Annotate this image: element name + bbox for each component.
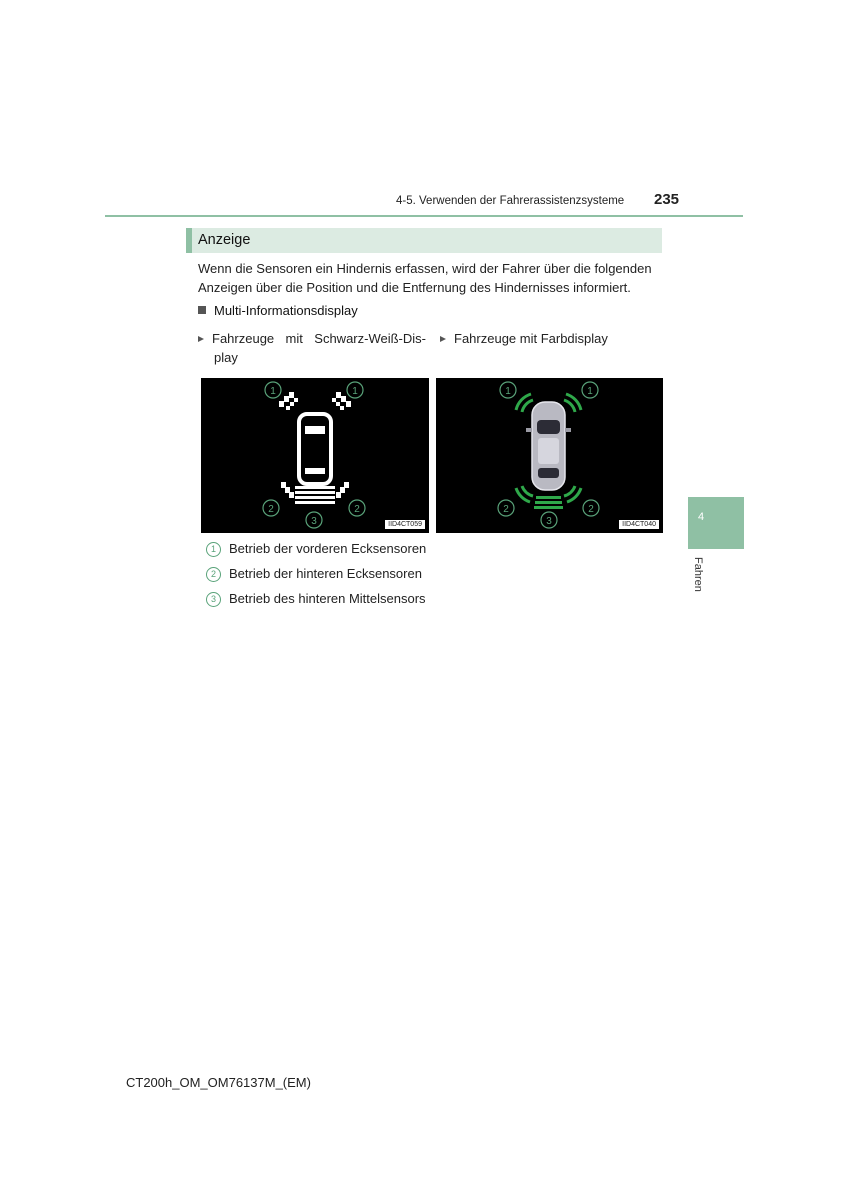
svg-text:2: 2 [503,504,509,515]
chapter-tab [688,497,744,549]
figure-bw-display [201,378,429,533]
legend-number: 2 [206,567,221,582]
intro-paragraph: Wenn die Sensoren ein Hindernis erfassen, wird der Fahrer über die folgenden Anzeigen über die Position und die Entfernung des Hindernisses informiert. [198,261,652,295]
legend-number: 3 [206,592,221,607]
legend-text: Betrieb der vorderen Ecksensoren [229,541,427,556]
svg-text:2: 2 [354,504,360,515]
header-rule [105,215,743,217]
legend-text: Betrieb der hinteren Ecksensoren [229,566,422,581]
triangle-bullet-icon [198,336,204,342]
bullet-bw-display [198,329,426,367]
car-top-view-icon [526,402,571,490]
legend-number: 1 [206,542,221,557]
bullet-word: Schwarz-Weiß-Dis- [314,331,426,346]
subheading-text: Multi-Informationsdisplay [214,303,358,318]
rear-right-sensor-icon [564,486,581,502]
subheading [198,303,358,318]
callout-3 [541,512,557,528]
bullet-continuation: play [214,350,238,365]
legend-item [206,591,426,607]
chapter-label: Fahren [692,557,704,592]
rear-left-sensor-icon [281,482,294,498]
svg-text:1: 1 [587,386,593,397]
square-bullet-icon [198,306,206,314]
callout-2-left [498,500,514,516]
triangle-bullet-icon [440,336,446,342]
rear-center-sensor-icon [295,486,335,504]
legend-item [206,566,422,582]
callout-3 [306,512,322,528]
callout-1-right [582,382,598,398]
figure-code: IID4CT059 [385,520,425,529]
bullet-color-display [440,329,660,348]
rear-left-sensor-icon [516,486,533,502]
header-section-title: 4-5. Verwenden der Fahrerassistenzsysteme [396,195,625,207]
section-heading [186,228,662,253]
figure-color-display [436,378,663,533]
bw-display-illustration [201,378,429,533]
section-title: Anzeige [198,232,251,248]
callout-2-left [263,500,279,516]
svg-text:1: 1 [270,386,276,397]
svg-text:3: 3 [546,516,552,527]
page-number: 235 [654,191,680,208]
figure-code: IID4CT040 [619,520,659,529]
front-left-sensor-icon [516,394,533,412]
callout-2-right [583,500,599,516]
svg-text:1: 1 [352,386,358,397]
svg-text:2: 2 [268,504,274,515]
callout-1-left [265,382,281,398]
color-display-illustration [436,378,663,533]
svg-text:1: 1 [505,386,511,397]
front-right-sensor-icon [564,394,581,412]
svg-text:2: 2 [588,504,594,515]
svg-text:3: 3 [311,516,317,527]
callout-1-right [347,382,363,398]
bullet-word: mit [285,331,303,346]
front-left-sensor-icon [279,392,298,410]
rear-center-sensor-icon [534,496,563,509]
chapter-number: 4 [698,511,705,523]
legend-item [206,541,426,557]
legend-text: Betrieb des hinteren Mittelsensors [229,591,426,606]
bullet-word: Fahrzeuge [212,331,275,346]
bullet-text: Fahrzeuge mit Farbdisplay [454,331,608,346]
footer-code: CT200h_OM_OM76137M_(EM) [126,1075,311,1090]
callout-2-right [349,500,365,516]
callout-1-left [500,382,516,398]
rear-right-sensor-icon [336,482,349,498]
